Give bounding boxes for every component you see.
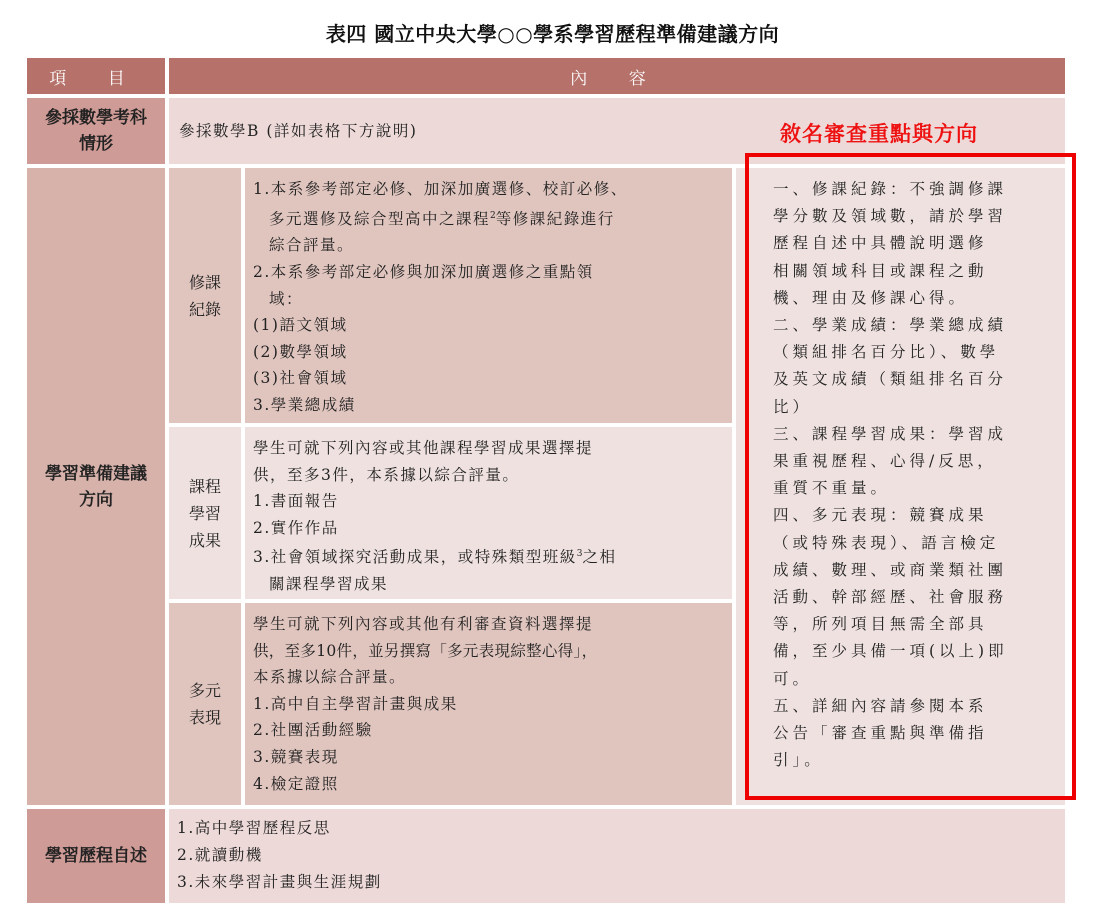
content-line: 3.學業總成績 [253, 395, 356, 414]
annotation-line: 機、理由及修課心得。 [773, 288, 969, 307]
annotation-line: 五、詳細內容請參閱本系 [773, 696, 988, 715]
row-label-self-statement [27, 809, 165, 903]
content-line: (1)語文領域 [253, 316, 348, 335]
content-line: 3.未來學習計畫與生涯規劃 [177, 873, 382, 891]
row-label-learning-prep [27, 168, 165, 805]
annotation-line: 四、多元表現：競賽成果 [773, 506, 988, 525]
annotation-line: 二、學業成績：學業總成績 [773, 316, 1008, 335]
subrow-label-learning-outcomes [169, 427, 241, 599]
subrow-label-line: 課程 [188, 476, 221, 496]
row-label-line: 情形 [79, 134, 113, 154]
subrow-content-learning-outcomes [245, 427, 732, 599]
annotation-line: 公告「審查重點與準備指 [773, 724, 988, 743]
annotation-line: 活動、幹部經歷、社會服務 [773, 588, 1008, 607]
content-line: 供，至多3件，本系據以綜合評量。 [253, 465, 520, 484]
content-line: 域： [269, 289, 304, 308]
annotation-line: 重質不重量。 [773, 479, 891, 498]
content-line: 4.檢定證照 [253, 774, 339, 793]
annotation-line: 果重視歷程、心得/反思， [773, 452, 997, 471]
content-line: 1.高中學習歷程反思 [177, 819, 331, 837]
content-line: 2.實作作品 [253, 518, 339, 537]
subrow-label-line: 成果 [188, 530, 221, 550]
math-content-text: 參採數學B (詳如表格下方說明) [179, 122, 418, 140]
content-line: 學生可就下列內容或其他有利審查資料選擇提 [253, 615, 594, 633]
content-line: 2.就讀動機 [177, 846, 263, 864]
content-line: 多元選修及綜合型高中之課程$^2$等修課紀錄進行 [269, 209, 615, 228]
annotation-line: 成績、數理、或商業類社團 [773, 560, 1008, 579]
row-label-math [27, 98, 165, 164]
content-line: (2)數學領域 [253, 342, 348, 361]
subrow-label-line: 表現 [188, 708, 221, 727]
annotation-line: （類組排名百分比）、數學 [773, 343, 1000, 362]
annotation-line: 三、課程學習成果：學習成 [773, 424, 1008, 443]
content-line: 學生可就下列內容或其他課程學習成果選擇提 [253, 439, 594, 457]
annotation-line: 學分數及領域數，請於學習 [773, 207, 1008, 226]
content-line: 2.社團活動經驗 [253, 721, 373, 740]
subrow-label-line: 紀錄 [188, 299, 221, 319]
subrow-label-diverse-performance [169, 603, 241, 805]
footnote-2: 2 [490, 210, 496, 221]
annotation-line: 引」。 [773, 751, 824, 770]
subrow-label-course-record [169, 168, 241, 423]
annotation-line: 可。 [773, 669, 813, 688]
subrow-content-diverse-performance [245, 603, 732, 805]
content-line: 1.書面報告 [253, 492, 339, 511]
annotation-line: 比） [773, 397, 813, 416]
row-label-line: 學習歷程自述 [45, 846, 147, 866]
subrow-label-line: 學習 [188, 503, 221, 523]
row-label-line: 學習準備建議 [45, 463, 147, 484]
content-line: 供，至多10件，並另撰寫「多元表現綜整心得」， [253, 641, 598, 660]
annotation-text [773, 176, 1063, 774]
header-content-label: 內 容 [570, 68, 664, 89]
annotation-line: 相關領域科目或課程之動 [773, 261, 988, 280]
header-item-label: 項 目 [49, 68, 143, 89]
header-content [169, 58, 1065, 94]
row-content-self-statement [169, 809, 1065, 903]
table-title: 表四 國立中央大學○○學系學習歷程準備建議方向 [325, 22, 780, 46]
content-line: 綜合評量。 [269, 236, 355, 255]
content-line: 1.本系參考部定必修、加深加廣選修、校訂必修、 [253, 180, 628, 198]
content-line: 本系據以綜合評量。 [253, 668, 407, 687]
header-item [27, 58, 165, 94]
annotation-heading: 敘名審查重點與方向 [780, 122, 978, 146]
content-line: 1.高中自主學習計畫與成果 [253, 694, 458, 713]
annotation-line: （或特殊表現）、語言檢定 [773, 533, 1000, 552]
annotation-line: 一、修課紀錄：不強調修課 [773, 180, 1008, 198]
subrow-label-line: 多元 [188, 681, 221, 700]
content-line: 3.競賽表現 [253, 747, 339, 766]
annotation-line: 歷程自述中具體說明選修 [773, 234, 988, 253]
subrow-label-line: 修課 [188, 272, 221, 292]
content-line: (3)社會領域 [253, 369, 348, 388]
annotation-line: 備，至少具備一項(以上)即 [773, 642, 1008, 661]
footnote-3: 3 [576, 549, 583, 560]
annotation-line: 等，所列項目無需全部具 [773, 615, 988, 634]
content-line: 2.本系參考部定必修與加深加廣選修之重點領 [253, 262, 594, 281]
subrow-content-course-record [245, 168, 732, 423]
annotation-line: 及英文成績（類組排名百分 [773, 370, 1008, 389]
content-line: 3.社會領域探究活動成果，或特殊類型班級$^3$之相 [253, 548, 617, 567]
content-line: 關課程學習成果 [269, 575, 389, 594]
row-label-line: 方向 [79, 489, 113, 510]
row-label-line: 參採數學考科 [45, 108, 147, 128]
